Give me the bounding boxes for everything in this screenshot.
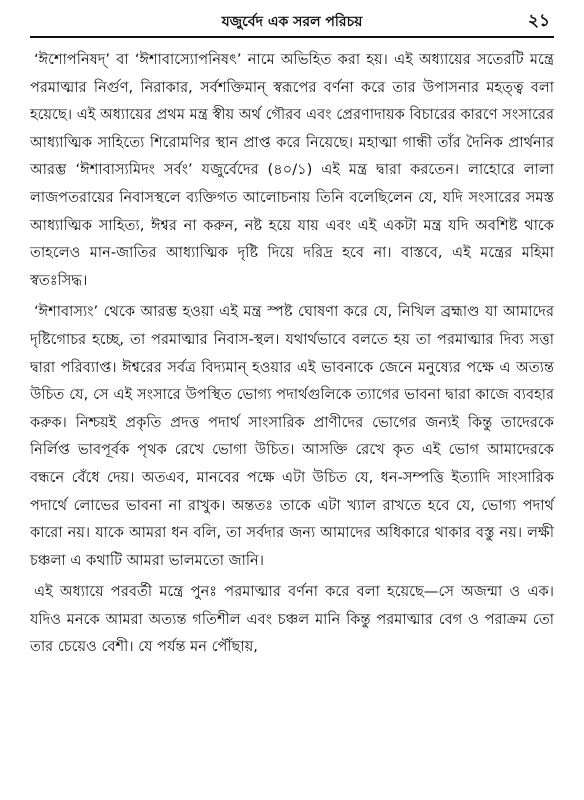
paragraph-2: ‘ঈশাবাস্যং’ থেকে আরম্ভ হওয়া এই মন্ত্র স্পষ্ট ঘোষণা করে যে, নিখিল ব্রহ্মাণ্ড যা আমাদের দৃষ্টিগোচর হচ্ছে, তা পরমাত্মার নিবাস-স্থল। যথার্থভাবে বলতে হয় তা পরমাত্মার দিব্য সত্তা দ্বারা পরিব্যাপ্ত। ঈশ্বরের সর্বত্র বিদ্যমান্ হওয়ার এই ভাবনাকে জেনে মনুষ্যের পক্ষে এ অত্যন্ত উচিত যে, সে এই সংসারে উপস্থিত ভোগ্য পদার্থগুলিকে ত্যাগের ভাবনা দ্বারা কাজে ব্যবহার করুক। নিশ্চয়ই প্রকৃতি প্রদত্ত পদার্থ সাংসারিক প্রাণীদের ভোগের জন্যই কিন্তু তাদেরকে নির্লিপ্ত ভাবপূর্বক পৃথক রেখে ভোগা উচিত। আসক্তি রেখে কৃত এই ভোগ আমাদেরকে বন্ধনে বেঁধে দেয়। অতএব, মানবের পক্ষে এটা উচিত যে, ধন-সম্পত্তি ইত্যাদি সাংসারিক পদার্থে লোভের ভাবনা না রাখুক। অন্ততঃ তাকে এটা খ্যাল রাখতে হবে যে, ভোগ্য পদার্থ কারো নয়। যাকে আমরা ধন বলি, তা সর্বদার জন্য আমাদের অধিকারে থাকার বস্তু নয়। লক্ষী চঞ্চলা এ কথাটি আমরা ভালমতো জানি। — [30, 303, 554, 569]
running-title: যজুর্বেদ এক সরল পরিচয় — [221, 14, 363, 30]
page-number: ২১ — [527, 11, 550, 31]
page-header — [30, 6, 554, 38]
body-text — [30, 46, 554, 661]
paragraph-1: ‘ঈশোপনিষদ্’ বা ‘ঈশাবাস্যোপনিষৎ’ নামে অভিহিত করা হয়। এই অধ্যায়ের সতেরটি মন্ত্রে পরমাত্মার নির্গুণ, নিরাকার, সর্বশক্তিমান্ স্বরূপের বর্ণনা করে তার উপাসনার মহত্ত্ব বলা হয়েছে। এই অধ্যায়ের প্রথম মন্ত্র স্বীয় অর্থ গৌরব এবং প্রেরণাদায়ক বিচারের কারণে সংসারের আধ্যাত্মিক সাহিত্যে শিরোমণির স্থান প্রাপ্ত করে নিয়েছে। মহাত্মা গান্ধী তাঁর দৈনিক প্রার্থনার আরম্ভ ‘ঈশাবাস্যমিদং সর্বং’ যজুর্বেদের (৪০/১) এই মন্ত্র দ্বারা করতেন। লাহোরে লালা লাজপতরায়ের নিবাসস্থলে ব্যক্তিগত আলোচনায় তিনি বলেছিলেন যে, যদি সংসারের সমস্ত আধ্যাত্মিক সাহিত্য, ঈশ্বর না করুন, নষ্ট হয়ে যায় এবং এই একটা মন্ত্র যদি অবশিষ্ট থাকে তাহলেও মান-জাতির আধ্যাত্মিক দৃষ্টি দিয়ে দরিদ্র হবে না। বাস্তবে, এই মন্ত্রের মহিমা স্বতঃসিদ্ধ। — [30, 51, 554, 289]
paragraph-3: এই অধ্যায়ে পরবর্তী মন্ত্রে পুনঃ পরমাত্মার বর্ণনা করে বলা হয়েছে—সে অজন্মা ও এক। যদিও মনকে আমরা অত্যন্ত গতিশীল এবং চঞ্চল মানি কিন্তু পরমাত্মার বেগ ও পরাক্রম তো তার চেয়েও বেশী। যে পর্যন্ত মন পৌঁছায়, — [30, 583, 554, 656]
